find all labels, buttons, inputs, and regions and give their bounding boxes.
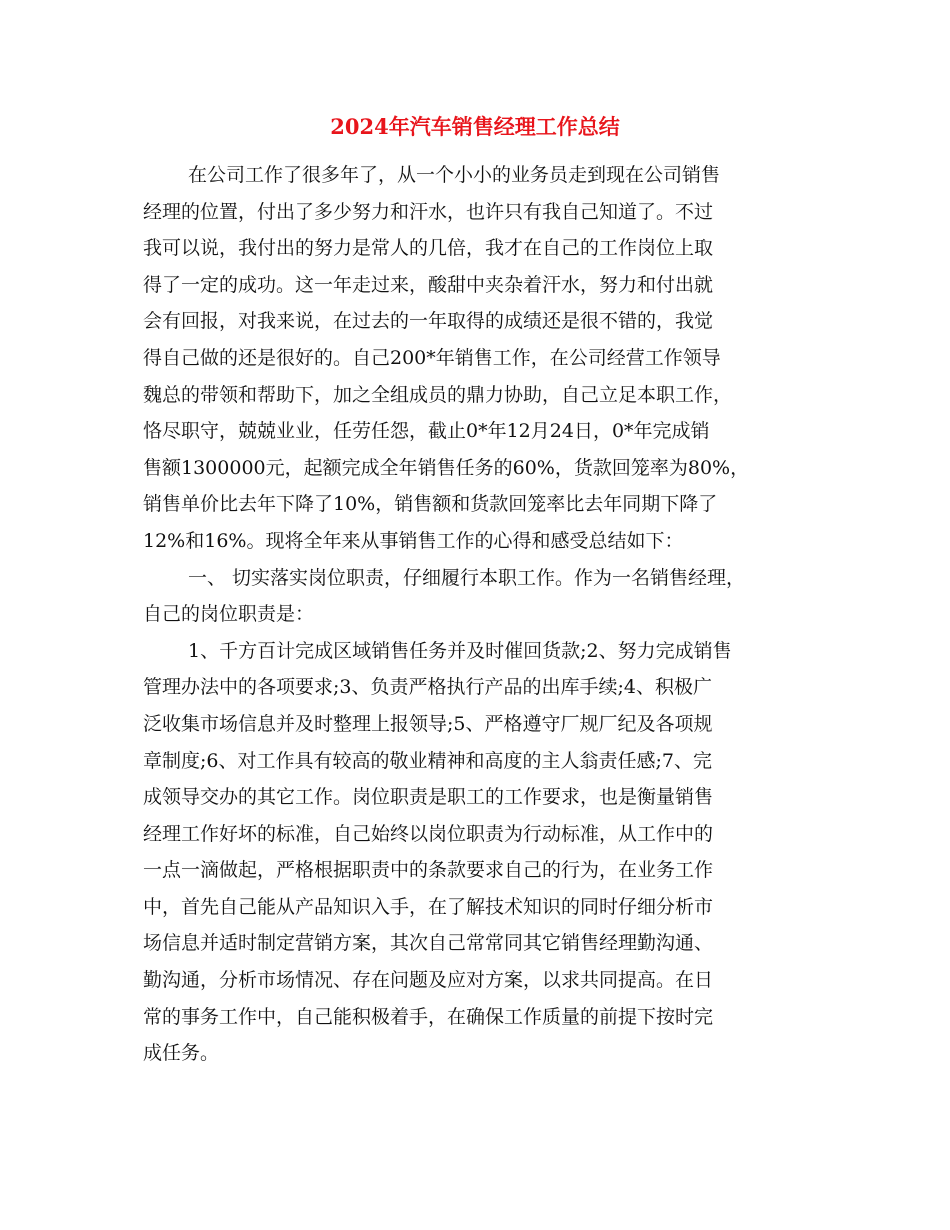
body-line: 章制度;6、对工作具有较高的敬业精神和高度的主人翁责任感;7、完 (143, 749, 712, 772)
body-line: 成领导交办的其它工作。岗位职责是职工的工作要求，也是衡量销售 (143, 786, 714, 809)
body-line: 12%和16%。现将全年来从事销售工作的心得和感受总结如下： (143, 529, 684, 552)
body-line: 经理的位置，付出了多少努力和汗水，也许只有我自己知道了。不过 (143, 200, 714, 223)
body-line: 魏总的带领和帮助下，加之全组成员的鼎力协助，自己立足本职工作， (143, 383, 733, 406)
body-line: 恪尽职守，兢兢业业，任劳任怨，截止0*年12月24日，0*年完成销 (143, 420, 710, 443)
body-line: 成任务。 (143, 1042, 220, 1065)
body-line: 自己的岗位职责是： (143, 603, 315, 626)
body-line: 售额1300000元，起额完成全年销售任务的60%，货款回笼率为80%， (143, 456, 750, 479)
body-line: 1、千方百计完成区域销售任务并及时催回货款;2、努力完成销售 (188, 639, 732, 662)
body-line: 经理工作好坏的标准，自己始终以岗位职责为行动标准，从工作中的 (143, 822, 714, 845)
body-line: 场信息并适时制定营销方案，其次自己常常同其它销售经理勤沟通、 (143, 932, 714, 955)
body-line: 得了一定的成功。这一年走过来，酸甜中夹杂着汗水，努力和付出就 (143, 273, 714, 296)
body-line: 勤沟通，分析市场情况、存在问题及应对方案，以求共同提高。在日 (143, 969, 714, 992)
body-line: 在公司工作了很多年了，从一个小小的业务员走到现在公司销售 (188, 164, 721, 186)
body-line: 泛收集市场信息并及时整理上报领导;5、严格遵守厂规厂纪及各项规 (143, 712, 713, 735)
document-title: 2024年汽车销售经理工作总结 (330, 114, 620, 139)
body-line: 销售单价比去年下降了10%，销售额和货款回笼率比去年同期下降了 (143, 493, 718, 516)
body-line: 管理办法中的各项要求;3、负责严格执行产品的出库手续;4、积极广 (143, 676, 712, 699)
body-line: 我可以说，我付出的努力是常人的几倍，我才在自己的工作岗位上取 (143, 237, 714, 260)
body-line: 得自己做的还是很好的。自己200*年销售工作，在公司经营工作领导 (143, 346, 721, 369)
body-line: 一点一滴做起，严格根据职责中的条款要求自己的行为，在业务工作 (143, 859, 714, 882)
document-body (143, 157, 823, 1072)
body-line: 会有回报，对我来说，在过去的一年取得的成绩还是很不错的，我觉 (143, 310, 714, 333)
body-line: 一、 切实落实岗位职责，仔细履行本职工作。作为一名销售经理， (188, 566, 746, 589)
body-line: 中，首先自己能从产品知识入手，在了解技术知识的同时仔细分析市 (143, 895, 714, 918)
body-line: 常的事务工作中，自己能积极着手，在确保工作质量的前提下按时完 (143, 1005, 714, 1028)
